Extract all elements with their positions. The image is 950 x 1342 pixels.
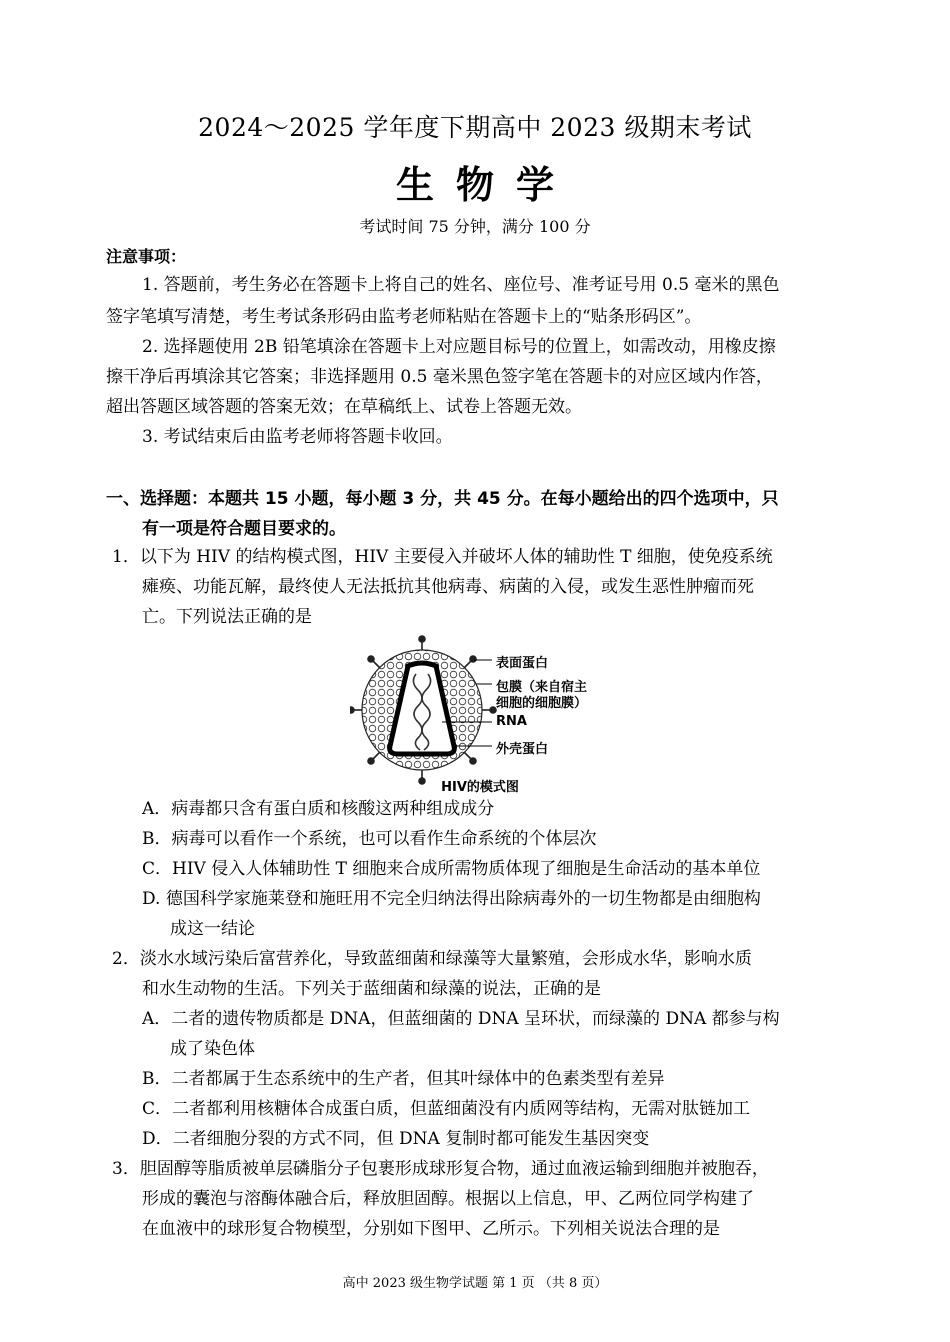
- q1-option-a: A．病毒都只含有蛋白质和核酸这两种组成成分: [142, 799, 495, 819]
- notice-item2-line3: 超出答题区域答题的答案无效；在草稿纸上、试卷上答题无效。: [106, 397, 582, 417]
- q1-option-d-line2: 成这一结论: [170, 919, 255, 939]
- page-footer: 高中 2023 级生物学试题 第 1 页 （共 8 页）: [342, 1276, 608, 1291]
- q2-stem-line1: 2．淡水水域污染后富营养化，导致蓝细菌和绿藻等大量繁殖，会形成水华，影响水质: [112, 949, 752, 969]
- q3-stem-line3: 在血液中的球形复合物模型，分别如下图甲、乙所示。下列相关说法合理的是: [142, 1219, 720, 1239]
- q1-option-b: B．病毒可以看作一个系统，也可以看作生命系统的个体层次: [142, 829, 597, 849]
- q1-option-d-line1: D. 德国科学家施莱登和施旺用不完全归纳法得出除病毒外的一切生物都是由细胞构: [142, 889, 761, 909]
- label-rna: RNA: [496, 714, 527, 729]
- q2-option-c: C．二者都利用核糖体合成蛋白质，但蓝细菌没有内质网等结构，无需对肽链加工: [142, 1099, 751, 1119]
- notice-item3: 3. 考试结束后由监考老师将答题卡收回。: [142, 427, 453, 447]
- q1-stem-line1: 1．以下为 HIV 的结构模式图，HIV 主要侵入并破坏人体的辅助性 T 细胞，使免疫系统: [112, 547, 773, 567]
- section1-heading-line2: 有一项是符合题目要求的。: [142, 519, 346, 539]
- q3-stem-line1: 3．胆固醇等脂质被单层磷脂分子包裹形成球形复合物，通过血液运输到细胞并被胞吞，: [112, 1159, 769, 1179]
- q2-option-d: D．二者细胞分裂的方式不同，但 DNA 复制时都可能发生基因突变: [142, 1129, 650, 1149]
- q1-option-c: C．HIV 侵入人体辅助性 T 细胞来合成所需物质体现了细胞是生命活动的基本单位: [142, 859, 761, 879]
- figure-caption: HIV的模式图: [441, 780, 519, 795]
- hiv-diagram: [350, 634, 610, 796]
- notice-item2-line2: 擦干净后再填涂其它答案；非选择题用 0.5 毫米黑色签字笔在答题卡的对应区域内作答，: [106, 367, 773, 387]
- subject-title: 生物学: [395, 163, 576, 207]
- q1-stem-line3: 亡。下列说法正确的是: [142, 607, 312, 627]
- q2-option-a-line1: A．二者的遗传物质都是 DNA，但蓝细菌的 DNA 呈环状，而绿藻的 DNA 都参与构: [142, 1009, 780, 1029]
- label-surface-protein: 表面蛋白: [496, 656, 549, 671]
- q2-option-a-line2: 成了染色体: [170, 1039, 255, 1059]
- q2-stem-line2: 和水生动物的生活。下列关于蓝细菌和绿藻的说法，正确的是: [142, 979, 601, 999]
- section1-heading-line1: 一、选择题：本题共 15 小题，每小题 3 分，共 45 分。在每小题给出的四个选项中，只: [106, 489, 779, 509]
- notice-item2-line1: 2. 选择题使用 2B 铅笔填涂在答题卡上对应题目标号的位置上，如需改动，用橡皮擦: [142, 337, 776, 357]
- exam-info: 考试时间 75 分钟，满分 100 分: [359, 217, 591, 236]
- q1-stem-line2: 瘫痪、功能瓦解，最终使人无法抵抗其他病毒、病菌的入侵，或发生恶性肿瘤而死: [142, 577, 754, 597]
- label-envelope-line2: 细胞的细胞膜）: [496, 696, 588, 711]
- notice-heading: 注意事项：: [106, 247, 187, 266]
- label-envelope-line1: 包膜（来自宿主: [496, 680, 588, 695]
- notice-item1-line1: 1. 答题前，考生务必在答题卡上将自己的姓名、座位号、准考证号用 0.5 毫米的黑色: [142, 275, 780, 295]
- q3-stem-line2: 形成的囊泡与溶酶体融合后，释放胆固醇。根据以上信息，甲、乙两位同学构建了: [142, 1189, 754, 1209]
- q2-option-b: B．二者都属于生态系统中的生产者，但其叶绿体中的色素类型有差异: [142, 1069, 665, 1089]
- label-capsid-protein: 外壳蛋白: [496, 742, 549, 757]
- exam-title: 2024～2025 学年度下期高中 2023 级期末考试: [198, 113, 752, 142]
- notice-item1-line2: 签字笔填写清楚，考生考试条形码由监考老师粘贴在答题卡上的“贴条形码区”。: [106, 307, 702, 327]
